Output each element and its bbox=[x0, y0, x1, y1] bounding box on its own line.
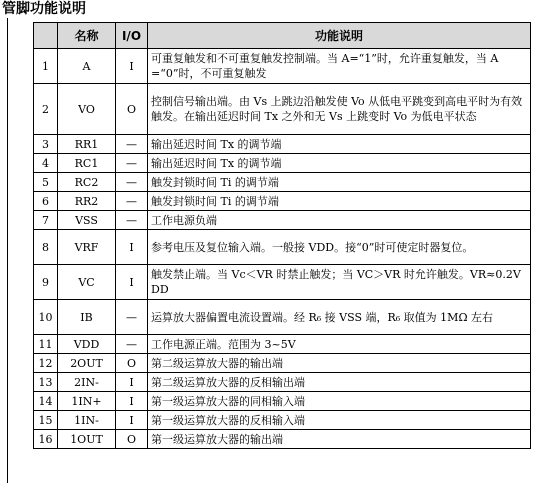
pin-io: I bbox=[116, 265, 148, 300]
table-row bbox=[34, 173, 531, 192]
pin-number: 1 bbox=[34, 49, 58, 84]
pin-io: — bbox=[116, 173, 148, 192]
table-row bbox=[34, 335, 531, 354]
pin-number: 14 bbox=[34, 392, 58, 411]
pin-number: 3 bbox=[34, 135, 58, 154]
pin-function: 触发封锁时间 Ti 的调节端 bbox=[148, 192, 531, 211]
pin-function: 第一级运算放大器的反相输入端 bbox=[148, 411, 531, 430]
table-row bbox=[34, 154, 531, 173]
table-row bbox=[34, 392, 531, 411]
table-row bbox=[34, 300, 531, 335]
margin-rule bbox=[7, 18, 8, 483]
pin-io: — bbox=[116, 211, 148, 230]
pin-number: 11 bbox=[34, 335, 58, 354]
table-header-row bbox=[34, 23, 531, 49]
pin-function: 第二级运算放大器的反相输出端 bbox=[148, 373, 531, 392]
table-row bbox=[34, 430, 531, 449]
pin-name: VO bbox=[58, 84, 116, 135]
pin-name: IB bbox=[58, 300, 116, 335]
pin-io: — bbox=[116, 135, 148, 154]
pin-number: 15 bbox=[34, 411, 58, 430]
pin-number: 8 bbox=[34, 230, 58, 265]
pin-function: 触发封锁时间 Ti 的调节端 bbox=[148, 173, 531, 192]
header-no bbox=[34, 23, 58, 49]
pin-name: RR2 bbox=[58, 192, 116, 211]
pin-name: RC1 bbox=[58, 154, 116, 173]
table-row bbox=[34, 373, 531, 392]
pin-name: VC bbox=[58, 265, 116, 300]
pin-function: 控制信号输出端。由 Vs 上跳边沿触发使 Vo 从低电平跳变到高电平时为有效触发。在输出延迟时间 Tx 之外和无 Vs 上跳变时 Vo 为低电平状态 bbox=[148, 84, 531, 135]
pin-function: 输出延迟时间 Tx 的调节端 bbox=[148, 135, 531, 154]
pin-name: 2IN- bbox=[58, 373, 116, 392]
pin-number: 2 bbox=[34, 84, 58, 135]
pin-number: 6 bbox=[34, 192, 58, 211]
pin-number: 9 bbox=[34, 265, 58, 300]
pin-name: VSS bbox=[58, 211, 116, 230]
pin-function: 触发禁止端。当 Vc＜VR 时禁止触发；当 VC＞VR 时允许触发。VR≈0.2VDD bbox=[148, 265, 531, 300]
header-io: I/O bbox=[116, 23, 148, 49]
table-row bbox=[34, 49, 531, 84]
table-row bbox=[34, 192, 531, 211]
table-row bbox=[34, 135, 531, 154]
pin-number: 4 bbox=[34, 154, 58, 173]
pin-function-table bbox=[33, 22, 531, 449]
pin-io: — bbox=[116, 192, 148, 211]
pin-function: 工作电源正端。范围为 3~5V bbox=[148, 335, 531, 354]
pin-function: 第一级运算放大器的同相输入端 bbox=[148, 392, 531, 411]
pin-name: VRF bbox=[58, 230, 116, 265]
pin-function: 工作电源负端 bbox=[148, 211, 531, 230]
pin-name: RR1 bbox=[58, 135, 116, 154]
pin-io: O bbox=[116, 84, 148, 135]
pin-io: I bbox=[116, 373, 148, 392]
header-name: 名称 bbox=[58, 23, 116, 49]
pin-function: 运算放大器偏置电流设置端。经 R₆ 接 VSS 端，R₆ 取值为 1MΩ 左右 bbox=[148, 300, 531, 335]
pin-io: I bbox=[116, 411, 148, 430]
table-row bbox=[34, 84, 531, 135]
table-row bbox=[34, 411, 531, 430]
table-row bbox=[34, 211, 531, 230]
pin-io: — bbox=[116, 154, 148, 173]
pin-io: I bbox=[116, 230, 148, 265]
header-function: 功能说明 bbox=[148, 23, 531, 49]
table-row bbox=[34, 230, 531, 265]
pin-number: 10 bbox=[34, 300, 58, 335]
pin-function: 参考电压及复位输入端。一般接 VDD。接“0”时可使定时器复位。 bbox=[148, 230, 531, 265]
pin-function: 第二级运算放大器的输出端 bbox=[148, 354, 531, 373]
pin-name: 2OUT bbox=[58, 354, 116, 373]
pin-name: 1IN+ bbox=[58, 392, 116, 411]
table-row bbox=[34, 354, 531, 373]
pin-function: 输出延迟时间 Tx 的调节端 bbox=[148, 154, 531, 173]
section-title: 管脚功能说明 bbox=[2, 1, 86, 17]
pin-name: A bbox=[58, 49, 116, 84]
pin-number: 7 bbox=[34, 211, 58, 230]
pin-name: VDD bbox=[58, 335, 116, 354]
pin-io: I bbox=[116, 392, 148, 411]
pin-io: — bbox=[116, 300, 148, 335]
pin-number: 16 bbox=[34, 430, 58, 449]
pin-number: 13 bbox=[34, 373, 58, 392]
pin-io: O bbox=[116, 430, 148, 449]
pin-function: 可重复触发和不可重复触发控制端。当 A=“1”时，允许重复触发，当 A=“0”时，不可重复触发 bbox=[148, 49, 531, 84]
pin-name: 1OUT bbox=[58, 430, 116, 449]
pin-io: I bbox=[116, 49, 148, 84]
pin-function: 第一级运算放大器的输出端 bbox=[148, 430, 531, 449]
table-row bbox=[34, 265, 531, 300]
pin-name: 1IN- bbox=[58, 411, 116, 430]
pin-io: O bbox=[116, 354, 148, 373]
pin-number: 5 bbox=[34, 173, 58, 192]
pin-number: 12 bbox=[34, 354, 58, 373]
pin-name: RC2 bbox=[58, 173, 116, 192]
pin-io: — bbox=[116, 335, 148, 354]
